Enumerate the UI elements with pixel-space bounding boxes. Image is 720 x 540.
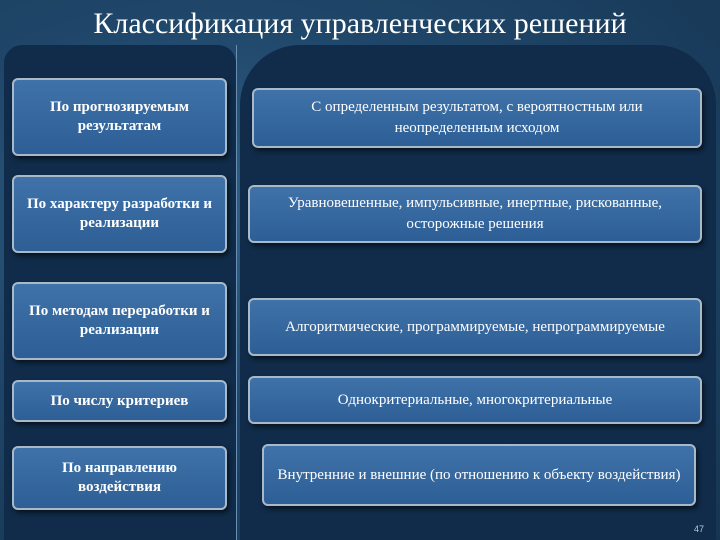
type-label: Внутренние и внешние (по отношению к объекту воздействия) (277, 466, 681, 483)
criterion-box-methods (12, 282, 227, 360)
slide-title: Классификация управленческих решений (93, 7, 627, 40)
type-box-criteria (248, 376, 702, 424)
type-box-direction (262, 444, 696, 506)
type-box-forecast (252, 88, 702, 148)
criterion-label: По числу критериев (50, 392, 189, 409)
type-label: Уравновешенные, импульсивные, инертные, рискованные, осторожные решения (287, 195, 663, 232)
panel-divider (236, 45, 237, 540)
criterion-label: По прогнозируемым результатам (49, 99, 189, 134)
page-number: 47 (693, 524, 704, 534)
criterion-box-forecast (12, 78, 227, 156)
type-label: Алгоритмические, программируемые, непрограммируемые (285, 318, 665, 335)
type-label: С определенным результатом, с вероятностным или неопределенным исходом (311, 99, 643, 136)
type-box-character (248, 185, 702, 243)
type-box-methods (248, 298, 702, 356)
criterion-label: По направлению воздействия (61, 460, 178, 495)
criterion-label: По характеру разработки и реализации (27, 196, 212, 231)
criterion-label: По методам переработки и реализации (29, 303, 210, 338)
criterion-box-character (12, 175, 227, 253)
criterion-box-direction (12, 446, 227, 510)
criterion-box-criteria (12, 380, 227, 422)
type-label: Однокритериальные, многокритериальные (337, 391, 613, 408)
